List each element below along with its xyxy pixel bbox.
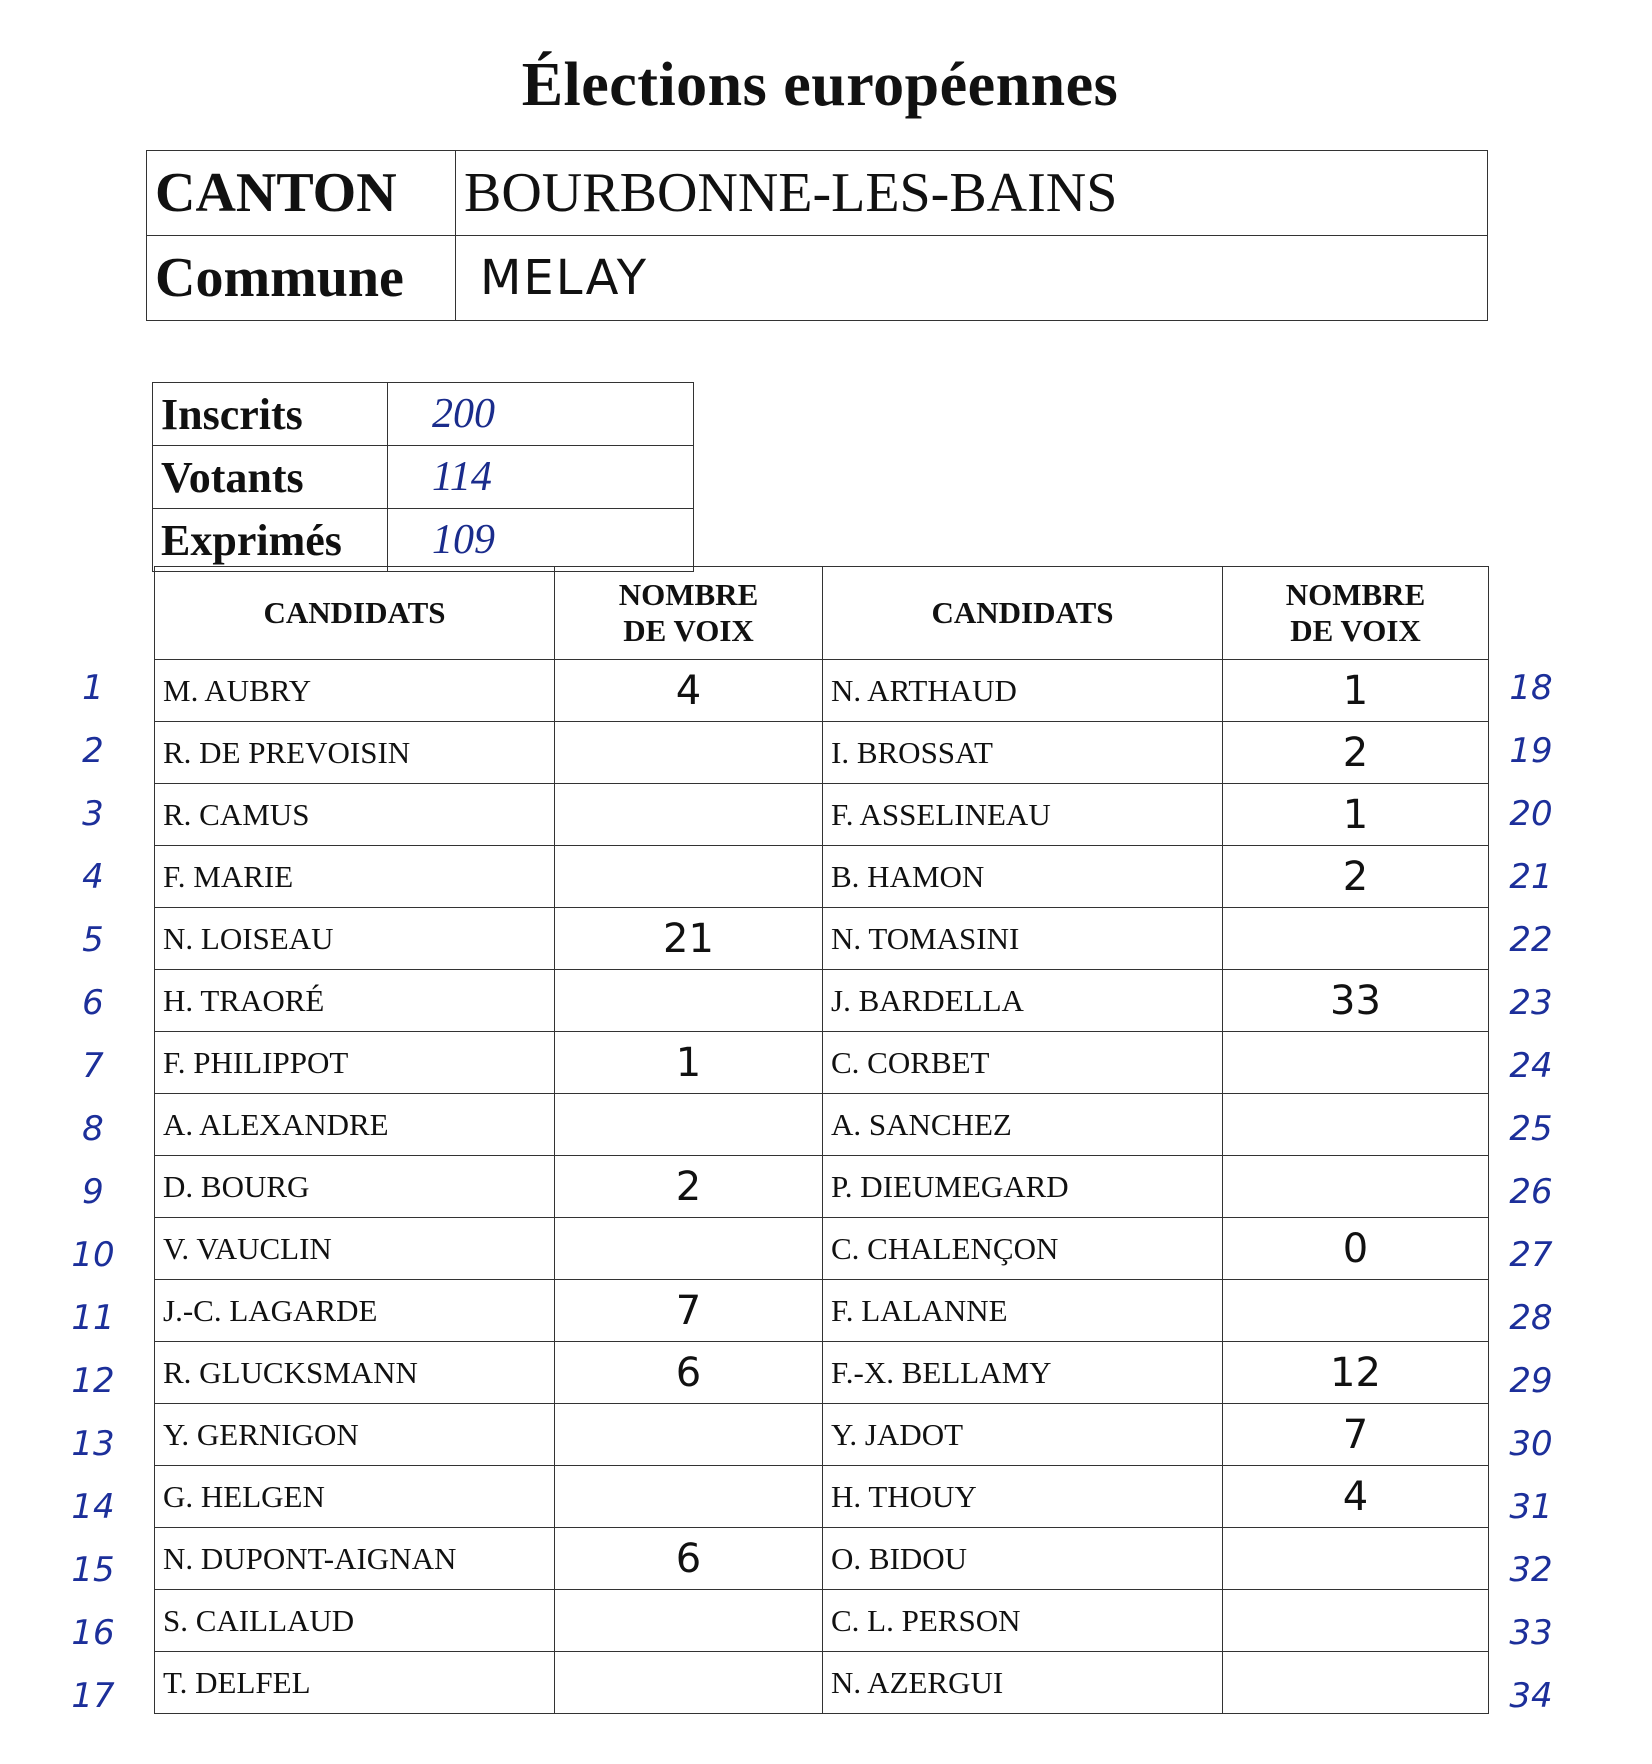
votes-left	[555, 1404, 823, 1466]
row-number-right: 23	[1509, 983, 1553, 1023]
votes-right: 7	[1223, 1404, 1489, 1466]
candidate-name-left: S. CAILLAUD	[155, 1590, 555, 1652]
votes-right	[1223, 1094, 1489, 1156]
votes-left	[555, 846, 823, 908]
header-candidats-left: CANDIDATS	[155, 567, 555, 660]
row-number-right: 29	[1509, 1361, 1553, 1401]
table-row	[155, 1528, 1489, 1590]
canton-value: BOURBONNE-LES-BAINS	[456, 151, 1488, 236]
row-number-left: 7	[82, 1046, 104, 1086]
row-number-right: 24	[1509, 1046, 1553, 1086]
stats-value: 109	[388, 509, 694, 572]
commune-row	[147, 236, 1488, 321]
table-row	[155, 660, 1489, 722]
stats-label: Inscrits	[153, 383, 388, 446]
votes-left: 4	[555, 660, 823, 722]
row-number-right: 22	[1509, 920, 1553, 960]
candidate-name-left: R. GLUCKSMANN	[155, 1342, 555, 1404]
row-number-right: 27	[1509, 1235, 1553, 1275]
votes-right: 1	[1223, 660, 1489, 722]
candidate-name-right: C. CHALENÇON	[823, 1218, 1223, 1280]
votes-left	[555, 1590, 823, 1652]
votes-right: 2	[1223, 722, 1489, 784]
candidate-name-right: I. BROSSAT	[823, 722, 1223, 784]
votes-left: 2	[555, 1156, 823, 1218]
row-number-left: 6	[82, 983, 104, 1023]
row-number-left: 10	[71, 1235, 115, 1275]
votes-left: 7	[555, 1280, 823, 1342]
candidate-name-left: N. DUPONT-AIGNAN	[155, 1528, 555, 1590]
row-number-left: 13	[71, 1424, 115, 1464]
header-candidats-right: CANDIDATS	[823, 567, 1223, 660]
candidate-name-right: F. ASSELINEAU	[823, 784, 1223, 846]
row-number-right: 30	[1509, 1424, 1553, 1464]
candidate-name-right: A. SANCHEZ	[823, 1094, 1223, 1156]
votes-left	[555, 784, 823, 846]
table-row	[155, 1280, 1489, 1342]
table-row	[155, 1342, 1489, 1404]
candidate-name-left: H. TRAORÉ	[155, 970, 555, 1032]
header-voix-line2: DE VOIX	[1290, 613, 1421, 648]
votes-right	[1223, 1590, 1489, 1652]
stats-table	[152, 382, 694, 572]
table-row	[155, 784, 1489, 846]
votes-left	[555, 722, 823, 784]
candidate-name-left: R. DE PREVOISIN	[155, 722, 555, 784]
votes-right	[1223, 1528, 1489, 1590]
table-row	[155, 1590, 1489, 1652]
candidate-name-left: R. CAMUS	[155, 784, 555, 846]
table-row	[155, 1466, 1489, 1528]
candidate-name-left: A. ALEXANDRE	[155, 1094, 555, 1156]
row-number-right: 20	[1509, 794, 1553, 834]
row-number-left: 1	[82, 668, 104, 708]
row-number-left: 4	[82, 857, 104, 897]
votes-right: 2	[1223, 846, 1489, 908]
header-voix-right	[1223, 567, 1489, 660]
votes-left	[555, 970, 823, 1032]
candidate-name-right: B. HAMON	[823, 846, 1223, 908]
candidates-body	[155, 660, 1489, 1714]
canton-label: CANTON	[147, 151, 456, 236]
candidate-name-left: D. BOURG	[155, 1156, 555, 1218]
table-row	[155, 1218, 1489, 1280]
candidate-name-right: O. BIDOU	[823, 1528, 1223, 1590]
candidate-name-right: N. ARTHAUD	[823, 660, 1223, 722]
candidate-name-right: H. THOUY	[823, 1466, 1223, 1528]
votes-right	[1223, 1032, 1489, 1094]
candidate-name-right: J. BARDELLA	[823, 970, 1223, 1032]
candidates-table	[154, 566, 1489, 1714]
votes-right: 1	[1223, 784, 1489, 846]
candidate-name-left: V. VAUCLIN	[155, 1218, 555, 1280]
votes-right: 33	[1223, 970, 1489, 1032]
header-voix-line1: NOMBRE	[618, 577, 759, 612]
votes-left	[555, 1218, 823, 1280]
canton-row	[147, 151, 1488, 236]
row-number-right: 18	[1509, 668, 1553, 708]
table-row	[155, 1156, 1489, 1218]
candidate-name-left: Y. GERNIGON	[155, 1404, 555, 1466]
candidate-name-right: C. L. PERSON	[823, 1590, 1223, 1652]
table-row	[155, 1652, 1489, 1714]
candidate-name-right: N. AZERGUI	[823, 1652, 1223, 1714]
candidate-name-right: F.-X. BELLAMY	[823, 1342, 1223, 1404]
header-voix-left	[555, 567, 823, 660]
candidate-name-right: F. LALANNE	[823, 1280, 1223, 1342]
table-row	[155, 1404, 1489, 1466]
row-number-left: 16	[71, 1613, 115, 1653]
row-number-right: 31	[1509, 1487, 1553, 1527]
stats-row-exprimes	[153, 509, 694, 572]
candidate-name-left: F. MARIE	[155, 846, 555, 908]
row-number-left: 12	[71, 1361, 115, 1401]
table-row	[155, 1094, 1489, 1156]
votes-left	[555, 1652, 823, 1714]
votes-right: 4	[1223, 1466, 1489, 1528]
votes-right: 12	[1223, 1342, 1489, 1404]
row-number-left: 8	[82, 1109, 104, 1149]
votes-left: 21	[555, 908, 823, 970]
header-voix-line1: NOMBRE	[1285, 577, 1426, 612]
votes-left: 1	[555, 1032, 823, 1094]
header-voix-line2: DE VOIX	[623, 613, 754, 648]
row-number-left: 17	[71, 1676, 115, 1716]
table-row	[155, 1032, 1489, 1094]
row-number-right: 21	[1509, 857, 1553, 897]
row-number-left: 5	[82, 920, 104, 960]
row-number-left: 14	[71, 1487, 115, 1527]
stats-row-inscrits	[153, 383, 694, 446]
candidate-name-left: J.-C. LAGARDE	[155, 1280, 555, 1342]
candidate-name-right: N. TOMASINI	[823, 908, 1223, 970]
row-number-right: 19	[1509, 731, 1553, 771]
row-number-right: 34	[1509, 1676, 1553, 1716]
candidate-name-left: T. DELFEL	[155, 1652, 555, 1714]
stats-label: Votants	[153, 446, 388, 509]
row-number-right: 32	[1509, 1550, 1553, 1590]
stats-value: 200	[388, 383, 694, 446]
votes-right: 0	[1223, 1218, 1489, 1280]
votes-right	[1223, 1652, 1489, 1714]
candidate-name-right: P. DIEUMEGARD	[823, 1156, 1223, 1218]
row-number-left: 3	[82, 794, 104, 834]
row-number-left: 11	[71, 1298, 115, 1338]
row-number-left: 9	[82, 1172, 104, 1212]
row-number-right: 26	[1509, 1172, 1553, 1212]
location-table	[146, 150, 1488, 321]
table-row	[155, 908, 1489, 970]
row-number-left: 15	[71, 1550, 115, 1590]
stats-row-votants	[153, 446, 694, 509]
commune-label: Commune	[147, 236, 456, 321]
table-row	[155, 846, 1489, 908]
row-number-right: 33	[1509, 1613, 1553, 1653]
commune-value: MELAY	[456, 236, 1488, 321]
candidate-name-left: M. AUBRY	[155, 660, 555, 722]
stats-value: 114	[388, 446, 694, 509]
votes-right	[1223, 1156, 1489, 1218]
candidate-name-right: C. CORBET	[823, 1032, 1223, 1094]
votes-right	[1223, 908, 1489, 970]
table-row	[155, 722, 1489, 784]
candidate-name-right: Y. JADOT	[823, 1404, 1223, 1466]
candidates-header-row	[155, 567, 1489, 660]
votes-left	[555, 1094, 823, 1156]
row-number-right: 25	[1509, 1109, 1553, 1149]
row-number-left: 2	[82, 731, 104, 771]
candidate-name-left: N. LOISEAU	[155, 908, 555, 970]
votes-left	[555, 1466, 823, 1528]
page-title: Élections européennes	[521, 51, 1119, 119]
votes-left: 6	[555, 1342, 823, 1404]
row-number-right: 28	[1509, 1298, 1553, 1338]
candidate-name-left: F. PHILIPPOT	[155, 1032, 555, 1094]
stats-label: Exprimés	[153, 509, 388, 572]
candidate-name-left: G. HELGEN	[155, 1466, 555, 1528]
table-row	[155, 970, 1489, 1032]
votes-left: 6	[555, 1528, 823, 1590]
votes-right	[1223, 1280, 1489, 1342]
